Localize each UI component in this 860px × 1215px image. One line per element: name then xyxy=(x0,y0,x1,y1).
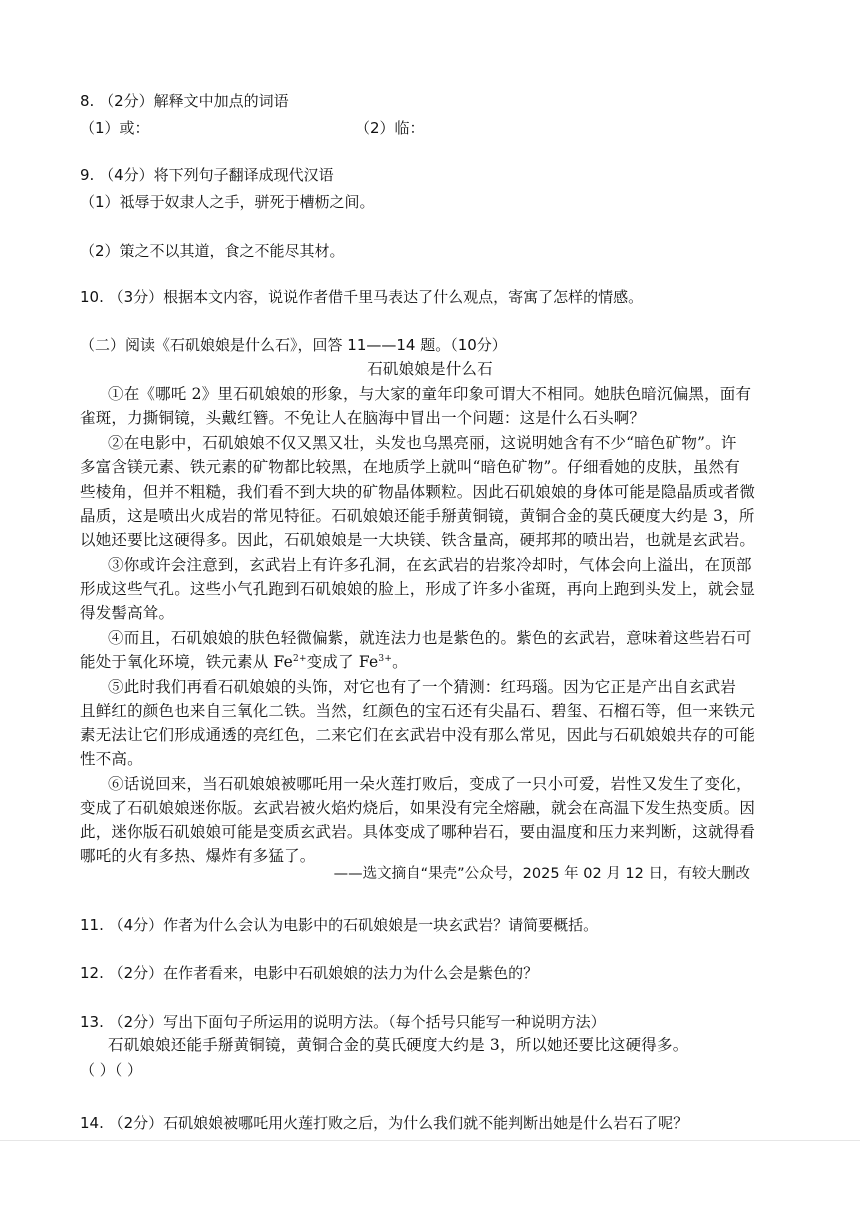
q14-title: 14. （2分）石矶娘娘被哪吒用火莲打败之后，为什么我们就不能判断出她是什么岩石了呢？ xyxy=(80,1114,689,1132)
passage-line: ⑥话说回来，当石矶娘娘被哪吒用一朵火莲打败后，变成了一只小可爱，岩性又发生了变化， xyxy=(108,775,752,793)
passage-line: 哪吒的火有多热、爆炸有多猛了。 xyxy=(80,847,316,865)
q9-item-1: （1）祗辱于奴隶人之手，骈死于槽枥之间。 xyxy=(80,193,375,211)
passage-line: 晶质，这是喷出火成岩的常见特征。石矶娘娘还能手掰黄铜镜，黄铜合金的莫氏硬度大约是 3，所 xyxy=(80,507,755,525)
passage-line: ③你或许会注意到，玄武岩上有许多孔洞，在玄武岩的岩浆冷却时，气体会向上溢出，在顶部 xyxy=(108,556,752,574)
passage-line: 且鲜红的颜色也来自三氧化二铁。当然，红颜色的宝石还有尖晶石、碧玺、石榴石等，但一来铁元 xyxy=(80,702,756,720)
passage-line: 雀斑，力撕铜镜，头戴红簪。不免让人在脑海中冒出一个问题：这是什么石头啊？ xyxy=(80,409,646,427)
q13-title: 13. （2分）写出下面句子所运用的说明方法。（每个括号只能写一种说明方法） xyxy=(80,1013,606,1031)
passage-line: 多富含镁元素、铁元素的矿物都比较黑，在地质学上就叫“暗色矿物”。仔细看她的皮肤，虽然有 xyxy=(80,458,740,476)
ion-charge: 2+ xyxy=(293,653,307,664)
chem-text: 能处于氧化环境，铁元素从 Fe xyxy=(80,653,294,671)
chem-text: 变成了 Fe xyxy=(306,653,379,671)
q8-title: 8. （2分）解释文中加点的词语 xyxy=(80,92,289,110)
passage-line: 以她还要比这硬得多。因此，石矶娘娘是一大块镁、铁含量高，硬邦邦的喷出岩，也就是玄武岩。 xyxy=(80,531,756,549)
q8-item-2: （2）临： xyxy=(355,119,425,137)
passage-line: ①在《哪吒 2》里石矶娘娘的形象，与大家的童年印象可谓大不相同。她肤色暗沉偏黑，面有 xyxy=(108,385,752,403)
passage-line: ②在电影中，石矶娘娘不仅又黑又壮，头发也乌黑亮丽，这说明她含有不少“暗色矿物”。许 xyxy=(108,434,737,452)
q8-item-1: （1）或： xyxy=(80,119,150,137)
passage-line: 此，迷你版石矶娘娘可能是变质玄武岩。具体变成了哪种岩石，要由温度和压力来判断，这就得看 xyxy=(80,823,756,841)
page-divider xyxy=(0,1140,860,1141)
q12-title: 12. （2分）在作者看来，电影中石矶娘娘的法力为什么会是紫色的？ xyxy=(80,964,539,982)
q11-title: 11. （4分）作者为什么会认为电影中的石矶娘娘是一块玄武岩？请简要概括。 xyxy=(80,916,599,934)
passage-line: 些棱角，但并不粗糙，我们看不到大块的矿物晶体颗粒。因此石矶娘娘的身体可能是隐晶质或者微 xyxy=(80,483,756,501)
ion-charge: 3+ xyxy=(378,653,393,664)
passage-line: ④而且，石矶娘娘的肤色轻微偏紫，就连法力也是紫色的。紫色的玄武岩，意味着这些岩石可 xyxy=(108,629,752,647)
q9-title: 9. （4分）将下列句子翻译成现代汉语 xyxy=(80,166,334,184)
chem-text: 。 xyxy=(392,653,408,671)
q9-item-2: （2）策之不以其道，食之不能尽其材。 xyxy=(80,242,345,260)
q10-title: 10. （3分）根据本文内容，说说作者借千里马表达了什么观点，寄寓了怎样的情感。 xyxy=(80,288,644,306)
passage-line: ⑤此时我们再看石矶娘娘的头饰，对它也有了一个猜测：红玛瑙。因为它正是产出自玄武岩 xyxy=(108,678,737,696)
passage-line-chem xyxy=(80,651,408,673)
passage-line: 形成这些气孔。这些小气孔跑到石矶娘娘的脸上，形成了许多小雀斑，再向上跑到头发上，就会显 xyxy=(80,580,756,598)
q13-sentence: 石矶娘娘还能手掰黄铜镜，黄铜合金的莫氏硬度大约是 3，所以她还要比这硬得多。 xyxy=(108,1036,689,1054)
passage-line: 得发髻高耸。 xyxy=(80,604,175,622)
section2-heading: （二）阅读《石矶娘娘是什么石》，回答 11——14 题。（10分） xyxy=(80,336,507,354)
passage-line: 变成了石矶娘娘迷你版。玄武岩被火焰灼烧后，如果没有完全熔融，就会在高温下发生热变质。因 xyxy=(80,799,756,817)
passage-line: 性不高。 xyxy=(80,750,143,768)
passage-source: ——选文摘自“果壳”公众号，2025 年 02 月 12 日，有较大删改 xyxy=(333,866,750,882)
q13-answer-blanks[interactable]: （ ）（ ） xyxy=(80,1061,143,1079)
article-title: 石矶娘娘是什么石 xyxy=(367,360,493,378)
passage-line: 素无法让它们形成通透的亮红色，二来它们在玄武岩中没有那么常见，因此与石矶娘娘共存的可能 xyxy=(80,726,756,744)
